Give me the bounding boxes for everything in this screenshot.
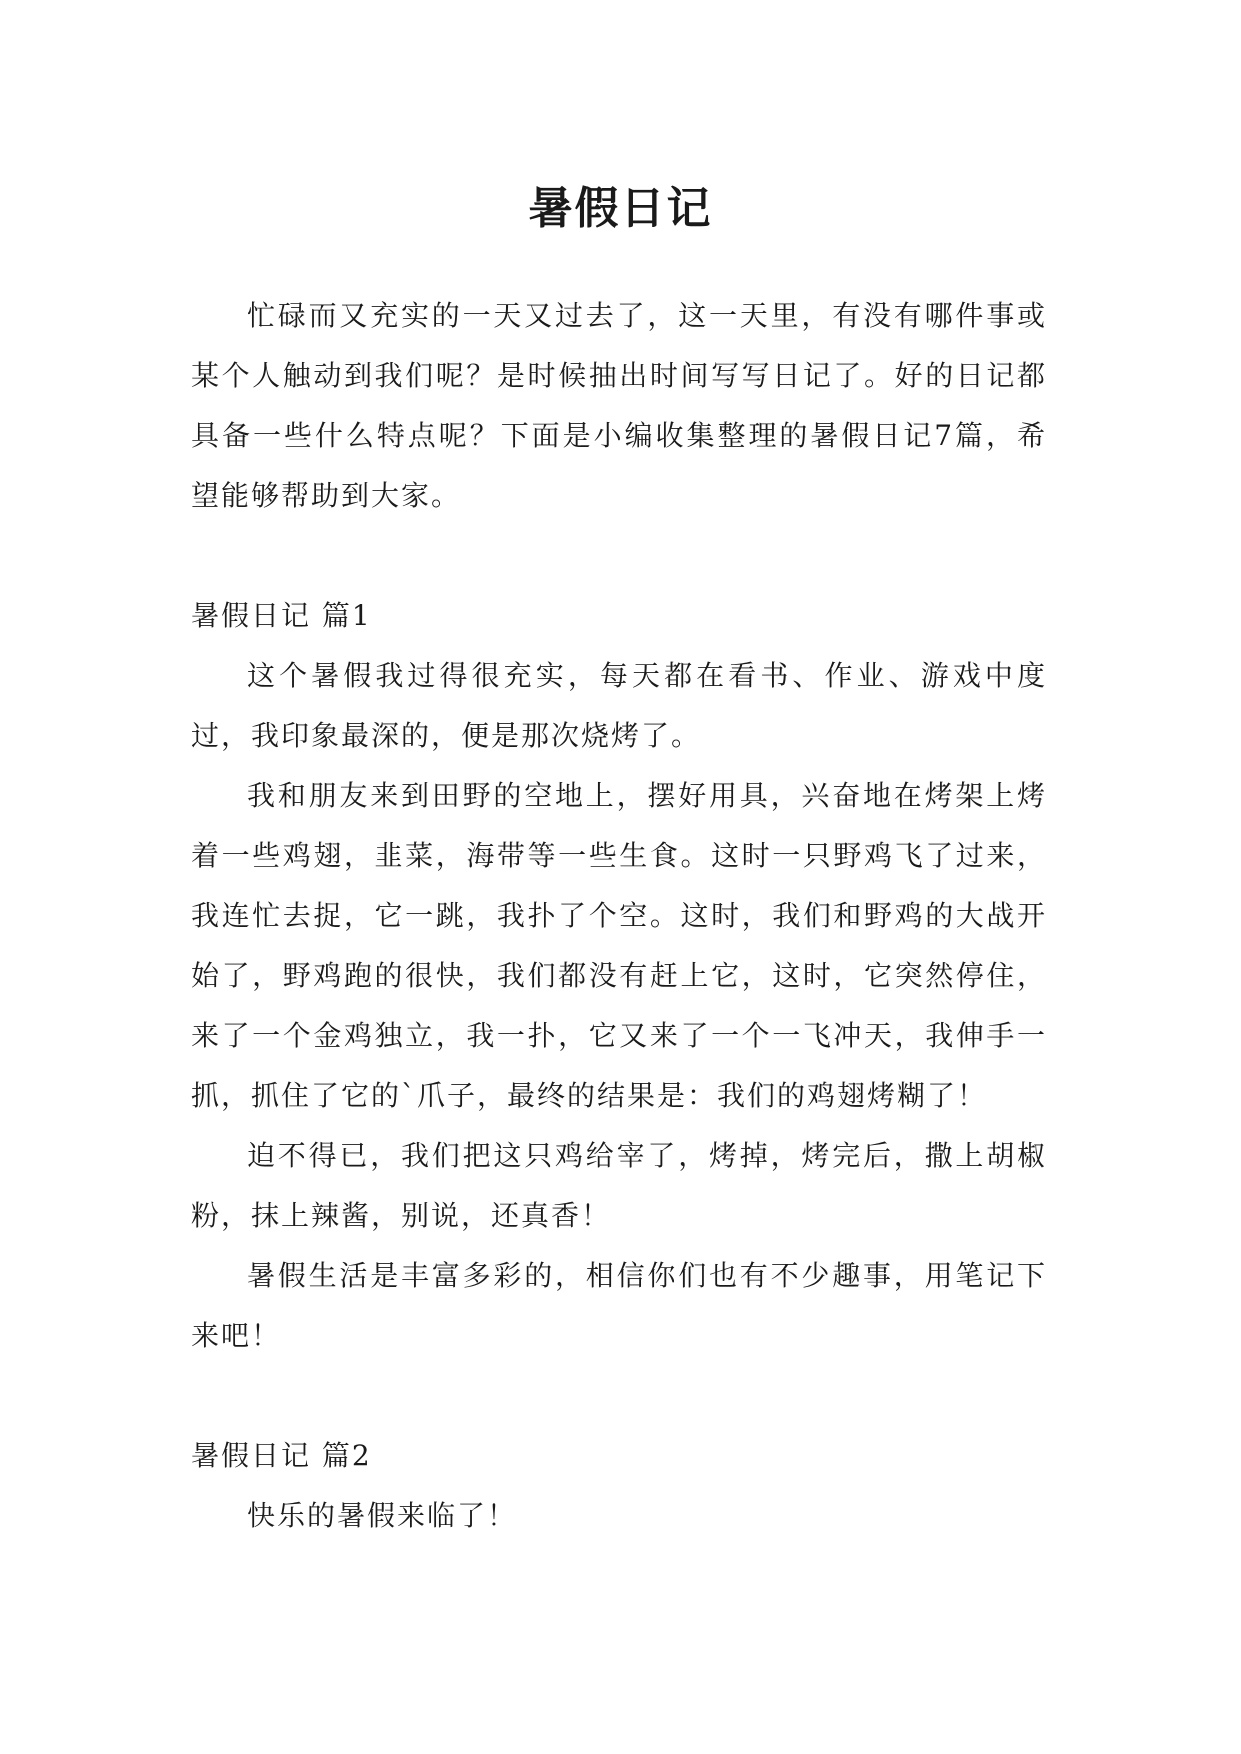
section-paragraph: 暑假生活是丰富多彩的，相信你们也有不少趣事，用笔记下来吧！	[191, 1259, 1047, 1352]
section-spacer	[191, 1366, 1047, 1426]
document-title: 暑假日记	[528, 183, 713, 235]
document-body	[191, 286, 1047, 1546]
section-paragraph: 这个暑假我过得很充实，每天都在看书、作业、游戏中度过，我印象最深的，便是那次烧烤了。	[191, 659, 1047, 752]
section-heading: 暑假日记 篇2	[191, 1439, 372, 1472]
section-paragraph: 快乐的暑假来临了！	[247, 1499, 518, 1532]
section-paragraph: 我和朋友来到田野的空地上，摆好用具，兴奋地在烤架上烤着一些鸡翅，韭菜，海带等一些生食。这时一只野鸡飞了过来，我连忙去捉，它一跳，我扑了个空。这时，我们和野鸡的大战开始了，野鸡跑的很快，我们都没有赶上它，这时，它突然停住，来了一个金鸡独立，我一扑，它又来了一个一飞冲天，我伸手一抓，抓住了它的`爪子，最终的结果是：我们的鸡翅烤糊了！	[191, 779, 1047, 1112]
diary-section-1	[191, 586, 1047, 1366]
diary-section-2	[191, 1426, 1047, 1546]
section-heading: 暑假日记 篇1	[191, 599, 372, 632]
intro-paragraph: 忙碌而又充实的一天又过去了，这一天里，有没有哪件事或某个人触动到我们呢？是时候抽出时间写写日记了。好的日记都具备一些什么特点呢？下面是小编收集整理的暑假日记7篇，希望能够帮助到大家。	[191, 299, 1047, 512]
section-paragraph: 迫不得已，我们把这只鸡给宰了，烤掉，烤完后，撒上胡椒粉，抹上辣酱，别说，还真香！	[191, 1139, 1047, 1232]
